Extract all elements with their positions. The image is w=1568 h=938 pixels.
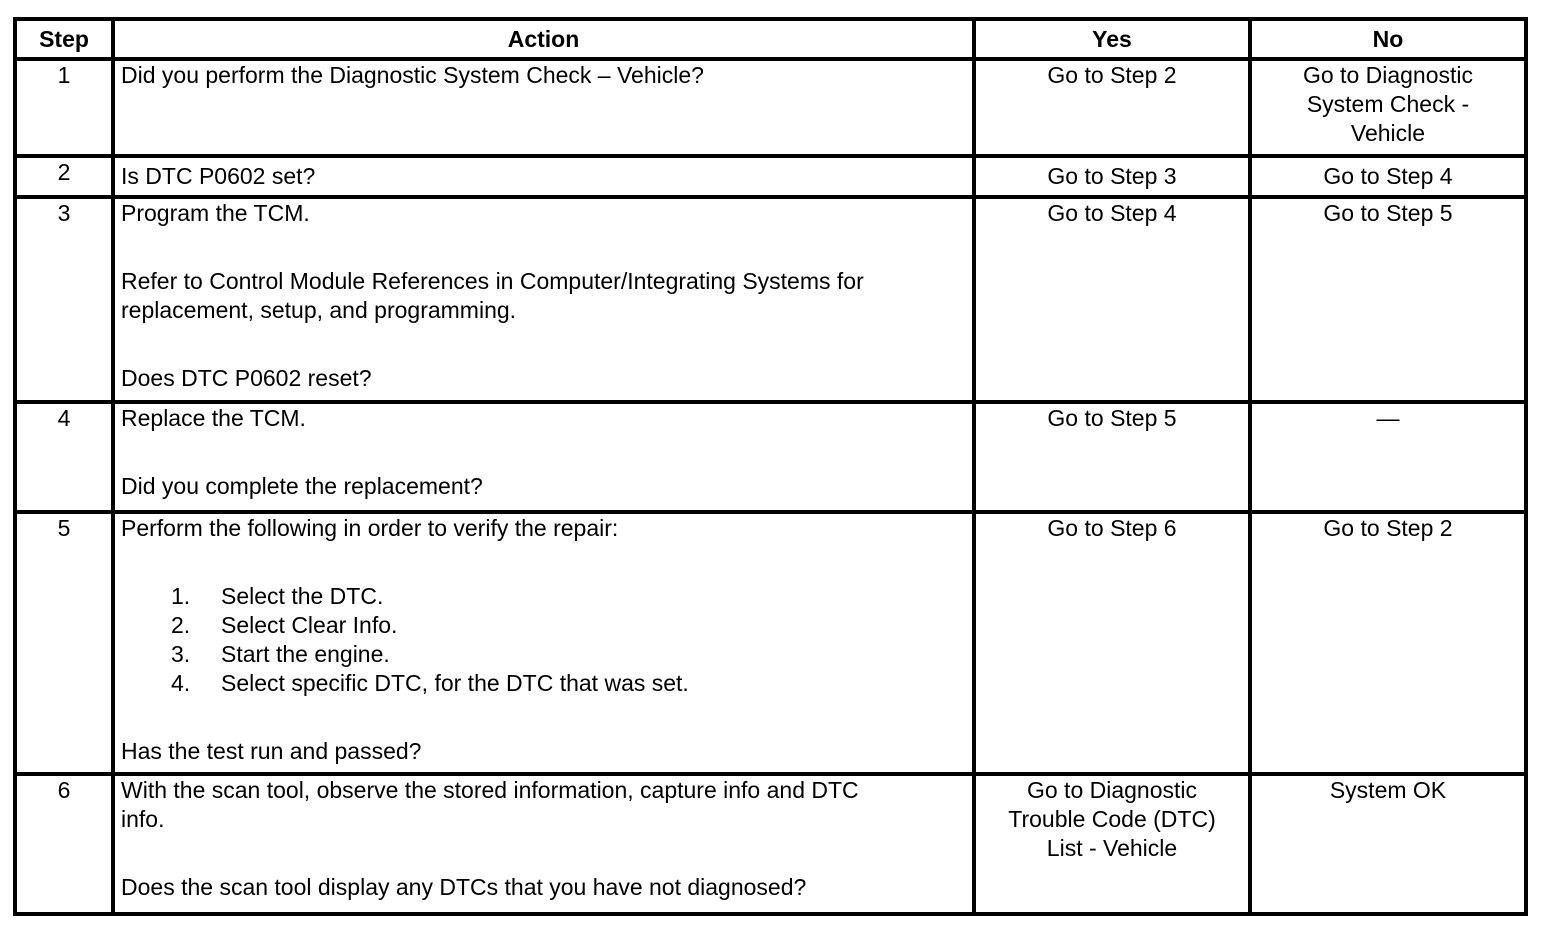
substep-number: 2. — [171, 612, 191, 638]
no-cell: Go to Step 5 — [1250, 197, 1526, 402]
action-question: Did you complete the replacement? — [121, 473, 483, 499]
action-text: Did you perform the Diagnostic System Check – Vehicle? — [121, 62, 704, 88]
step-number: 4 — [15, 402, 113, 512]
action-cell — [113, 774, 974, 914]
action-text: info. — [121, 806, 165, 832]
table-row — [15, 512, 1526, 774]
action-cell — [113, 197, 974, 402]
list-item — [171, 640, 966, 669]
substep-list — [121, 582, 966, 698]
yes-cell: Go to Step 3 — [974, 156, 1250, 197]
yes-cell: Go to Step 4 — [974, 197, 1250, 402]
no-cell: Go to Step 4 — [1250, 156, 1526, 197]
action-question: Does the scan tool display any DTCs that you have not diagnosed? — [121, 874, 807, 900]
header-no: No — [1250, 19, 1526, 59]
no-cell: Go to Step 2 — [1250, 512, 1526, 774]
step-number: 1 — [15, 59, 113, 156]
substep-number: 3. — [171, 641, 191, 667]
yes-cell: Go to Step 6 — [974, 512, 1250, 774]
no-line: Go to Diagnostic — [1302, 62, 1474, 88]
action-cell — [113, 402, 974, 512]
table-row — [15, 156, 1526, 197]
action-text: Replace the TCM. — [121, 405, 306, 431]
no-cell — [1250, 59, 1526, 156]
yes-line: List - Vehicle — [1046, 835, 1178, 861]
substep-text: Select the DTC. — [221, 583, 384, 609]
substep-number: 1. — [171, 583, 191, 609]
header-yes: Yes — [974, 19, 1250, 59]
action-cell — [113, 512, 974, 774]
action-cell — [113, 156, 974, 197]
step-number: 3 — [15, 197, 113, 402]
action-question: Does DTC P0602 reset? — [121, 365, 372, 391]
substep-text: Select specific DTC, for the DTC that was set. — [221, 670, 689, 696]
no-cell: System OK — [1250, 774, 1526, 914]
substep-number: 4. — [171, 670, 191, 696]
yes-cell: Go to Step 5 — [974, 402, 1250, 512]
list-item — [171, 611, 966, 640]
substep-text: Start the engine. — [221, 641, 390, 667]
action-text: Refer to Control Module References in Computer/Integrating Systems for — [121, 268, 864, 294]
action-question: Has the test run and passed? — [121, 738, 422, 764]
no-cell: — — [1250, 402, 1526, 512]
action-text: replacement, setup, and programming. — [121, 297, 517, 323]
step-number: 6 — [15, 774, 113, 914]
no-line: Vehicle — [1350, 120, 1426, 146]
action-text: Program the TCM. — [121, 200, 310, 226]
diagnostic-table — [13, 17, 1528, 916]
step-number: 2 — [15, 156, 113, 197]
table-row — [15, 402, 1526, 512]
action-text: With the scan tool, observe the stored information, capture info and DTC — [121, 777, 859, 803]
yes-cell — [974, 774, 1250, 914]
yes-line: Go to Diagnostic — [1026, 777, 1198, 803]
table-row — [15, 59, 1526, 156]
yes-line: Trouble Code (DTC) — [1008, 806, 1216, 832]
no-line: System Check - — [1306, 91, 1470, 117]
header-action: Action — [113, 19, 974, 59]
list-item — [171, 669, 966, 698]
substep-text: Select Clear Info. — [221, 612, 398, 638]
table-row — [15, 197, 1526, 402]
step-number: 5 — [15, 512, 113, 774]
action-text: Is DTC P0602 set? — [121, 163, 316, 189]
header-row — [15, 19, 1526, 59]
action-text: Perform the following in order to verify the repair: — [121, 515, 619, 541]
table-row — [15, 774, 1526, 914]
action-cell — [113, 59, 974, 156]
list-item — [171, 582, 966, 611]
yes-cell: Go to Step 2 — [974, 59, 1250, 156]
header-step: Step — [15, 19, 113, 59]
